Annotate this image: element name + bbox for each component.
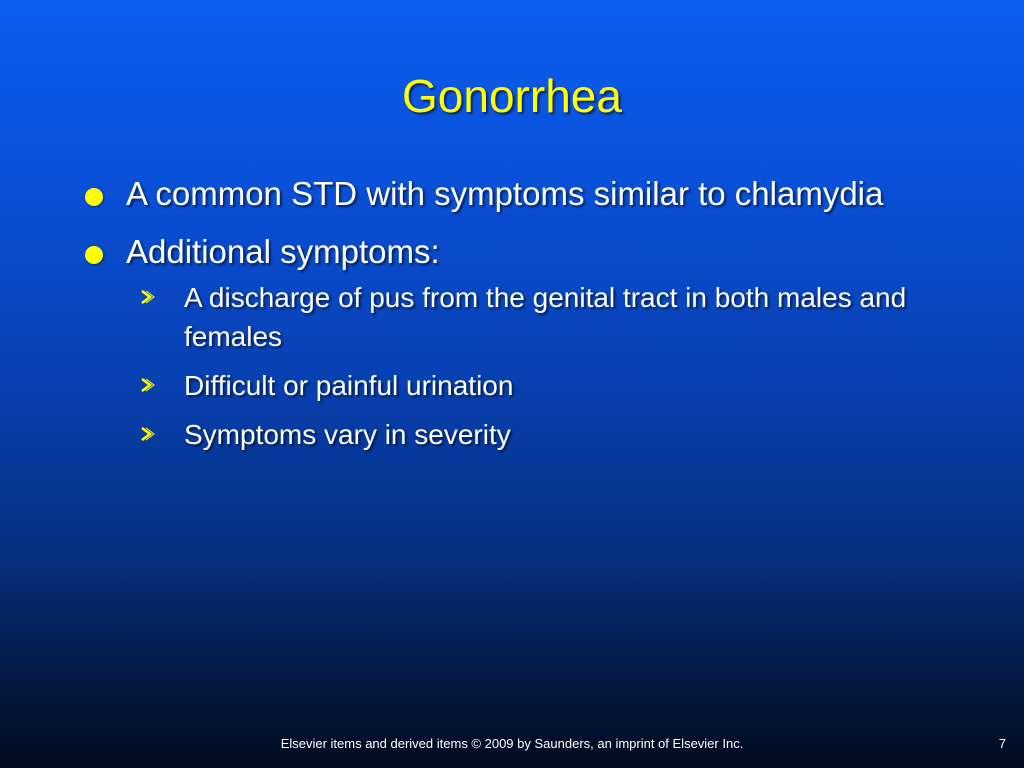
sub-bullet-item — [138, 278, 965, 356]
sub-bullet-list — [126, 278, 965, 454]
sub-bullet-item — [138, 366, 965, 405]
bullet-text: Additional symptoms: — [126, 233, 440, 270]
footer-copyright: Elsevier items and derived items © 2009 by Saunders, an imprint of Elsevier Inc. — [280, 736, 744, 751]
arrow-bullet-icon — [138, 288, 156, 306]
bullet-item — [85, 172, 965, 216]
bullet-dot-icon — [85, 246, 103, 264]
bullet-dot-icon — [85, 188, 103, 206]
sub-bullet-text: A discharge of pus from the genital tract in both males and females — [184, 282, 907, 352]
arrow-bullet-icon — [138, 425, 156, 443]
slide-title: Gonorrhea — [402, 70, 622, 122]
bullet-list — [85, 172, 965, 468]
sub-bullet-item — [138, 415, 965, 454]
sub-bullet-text: Symptoms vary in severity — [184, 419, 511, 450]
sub-bullet-text: Difficult or painful urination — [184, 370, 514, 401]
arrow-bullet-icon — [138, 376, 156, 394]
bullet-item — [85, 230, 965, 454]
page-number: 7 — [998, 736, 1006, 751]
bullet-text: A common STD with symptoms similar to chlamydia — [126, 175, 884, 212]
